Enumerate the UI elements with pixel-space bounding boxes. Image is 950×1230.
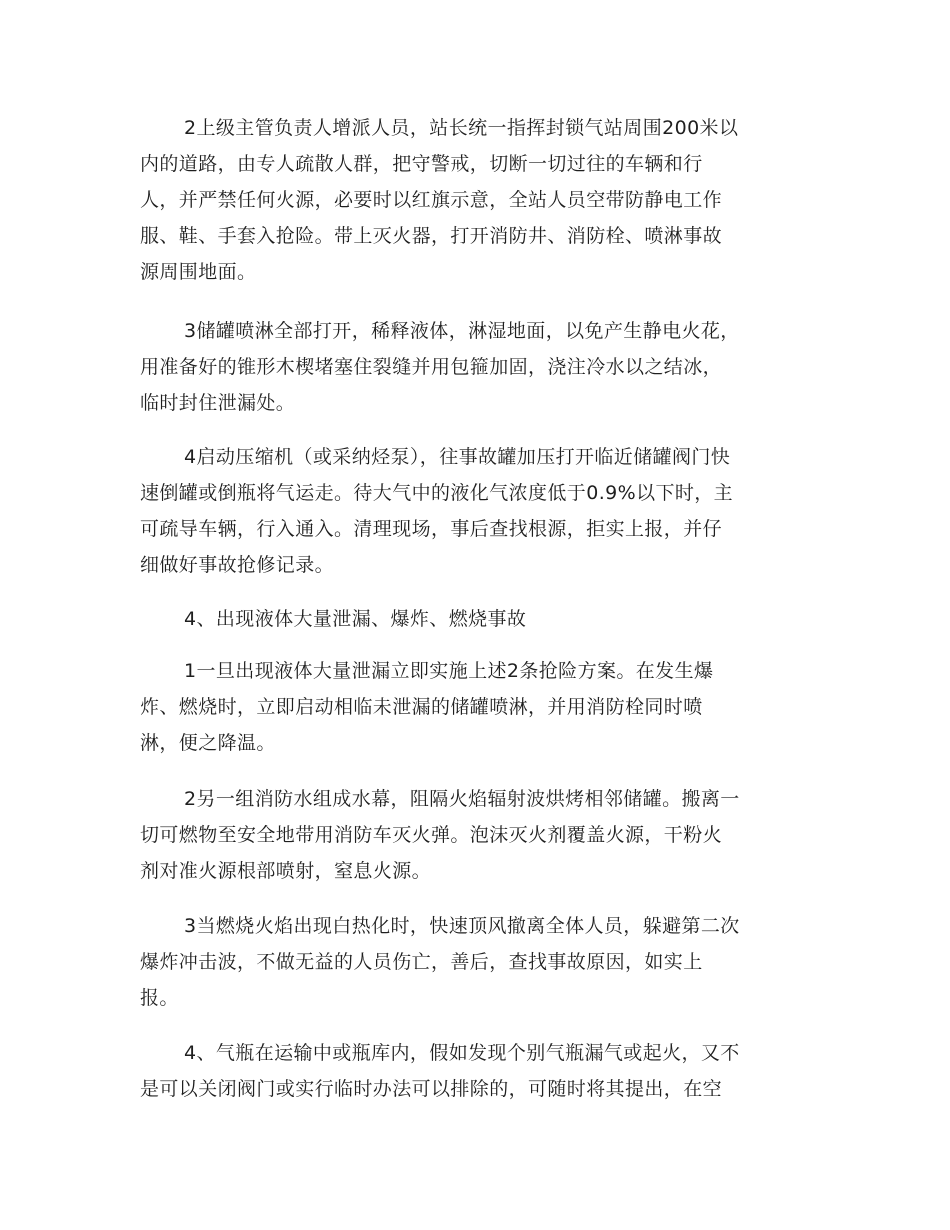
- text-line: 2另一组消防水组成水幕，阻隔火焰辐射波烘烤相邻储罐。搬离一: [184, 788, 740, 810]
- paragraph-compressor: [140, 439, 820, 583]
- text-line: 人，并严禁任何火源，必要时以红旗示意，全站人员空带防静电工作: [140, 189, 723, 211]
- paragraph-spray-seal: [140, 313, 820, 421]
- text-line: 用准备好的锥形木楔堵塞住裂缝并用包箍加固，浇注冷水以之结冰，: [140, 356, 723, 378]
- text-line: 速倒罐或倒瓶将气运走。待大气中的液化气浓度低于0.9%以下时，主: [140, 482, 734, 504]
- text-line: 炸、燃烧时，立即启动相临未泄漏的储罐喷淋，并用消防栓同时喷: [140, 696, 703, 718]
- text-line: 切可燃物至安全地带用消防车灭火弹。泡沫灭火剂覆盖火源，干粉火: [140, 824, 723, 846]
- text-line: 1一旦出现液体大量泄漏立即实施上述2条抢险方案。在发生爆: [184, 660, 714, 682]
- paragraph-evacuate-personnel: [140, 908, 820, 1016]
- text-line: 剂对准火源根部喷射，窒息火源。: [140, 860, 432, 882]
- text-line: 是可以关闭阀门或实行临时办法可以排除的，可随时将其提出，在空: [140, 1078, 723, 1100]
- section-heading: [140, 601, 820, 637]
- text-line: 可疏导车辆，行入通入。清理现场，事后查找根源，拒实上报，并仔: [140, 518, 723, 540]
- text-line: 3储罐喷淋全部打开，稀释液体，淋湿地面，以免产生静电火花，: [184, 320, 740, 342]
- text-line: 源周围地面。: [140, 261, 257, 283]
- text-line: 2上级主管负责人增派人员，站长统一指挥封锁气站周围200米以: [184, 117, 739, 139]
- text-line: 爆炸冲击波，不做无益的人员伤亡，善后，查找事故原因，如实上: [140, 951, 703, 973]
- text-line: 4启动压缩机（或采纳烃泵），往事故罐加压打开临近储罐阀门快: [184, 446, 731, 468]
- text-line: 报。: [140, 987, 179, 1009]
- text-line: 淋，便之降温。: [140, 732, 276, 754]
- text-line: 3当燃烧火焰出现白热化时，快速顶风撤离全体人员，躲避第二次: [184, 915, 740, 937]
- paragraph-large-leak: [140, 653, 820, 761]
- text-line: 临时封住泄漏处。: [140, 392, 296, 414]
- text-line: 内的道路，由专人疏散人群，把守警戒，切断一切过往的车辆和行: [140, 153, 703, 175]
- text-line: 细做好事故抢修记录。: [140, 554, 335, 576]
- section-heading-text: 4、出现液体大量泄漏、爆炸、燃烧事故: [184, 608, 527, 630]
- paragraph-water-curtain: [140, 781, 820, 889]
- text-line: 4、气瓶在运输中或瓶库内，假如发现个别气瓶漏气或起火，又不: [184, 1042, 740, 1064]
- text-line: 服、鞋、手套入抢险。带上灭火器，打开消防井、消防栓、喷淋事故: [140, 225, 723, 247]
- paragraph-gas-cylinder: [140, 1035, 820, 1107]
- paragraph-evacuation: [140, 110, 820, 290]
